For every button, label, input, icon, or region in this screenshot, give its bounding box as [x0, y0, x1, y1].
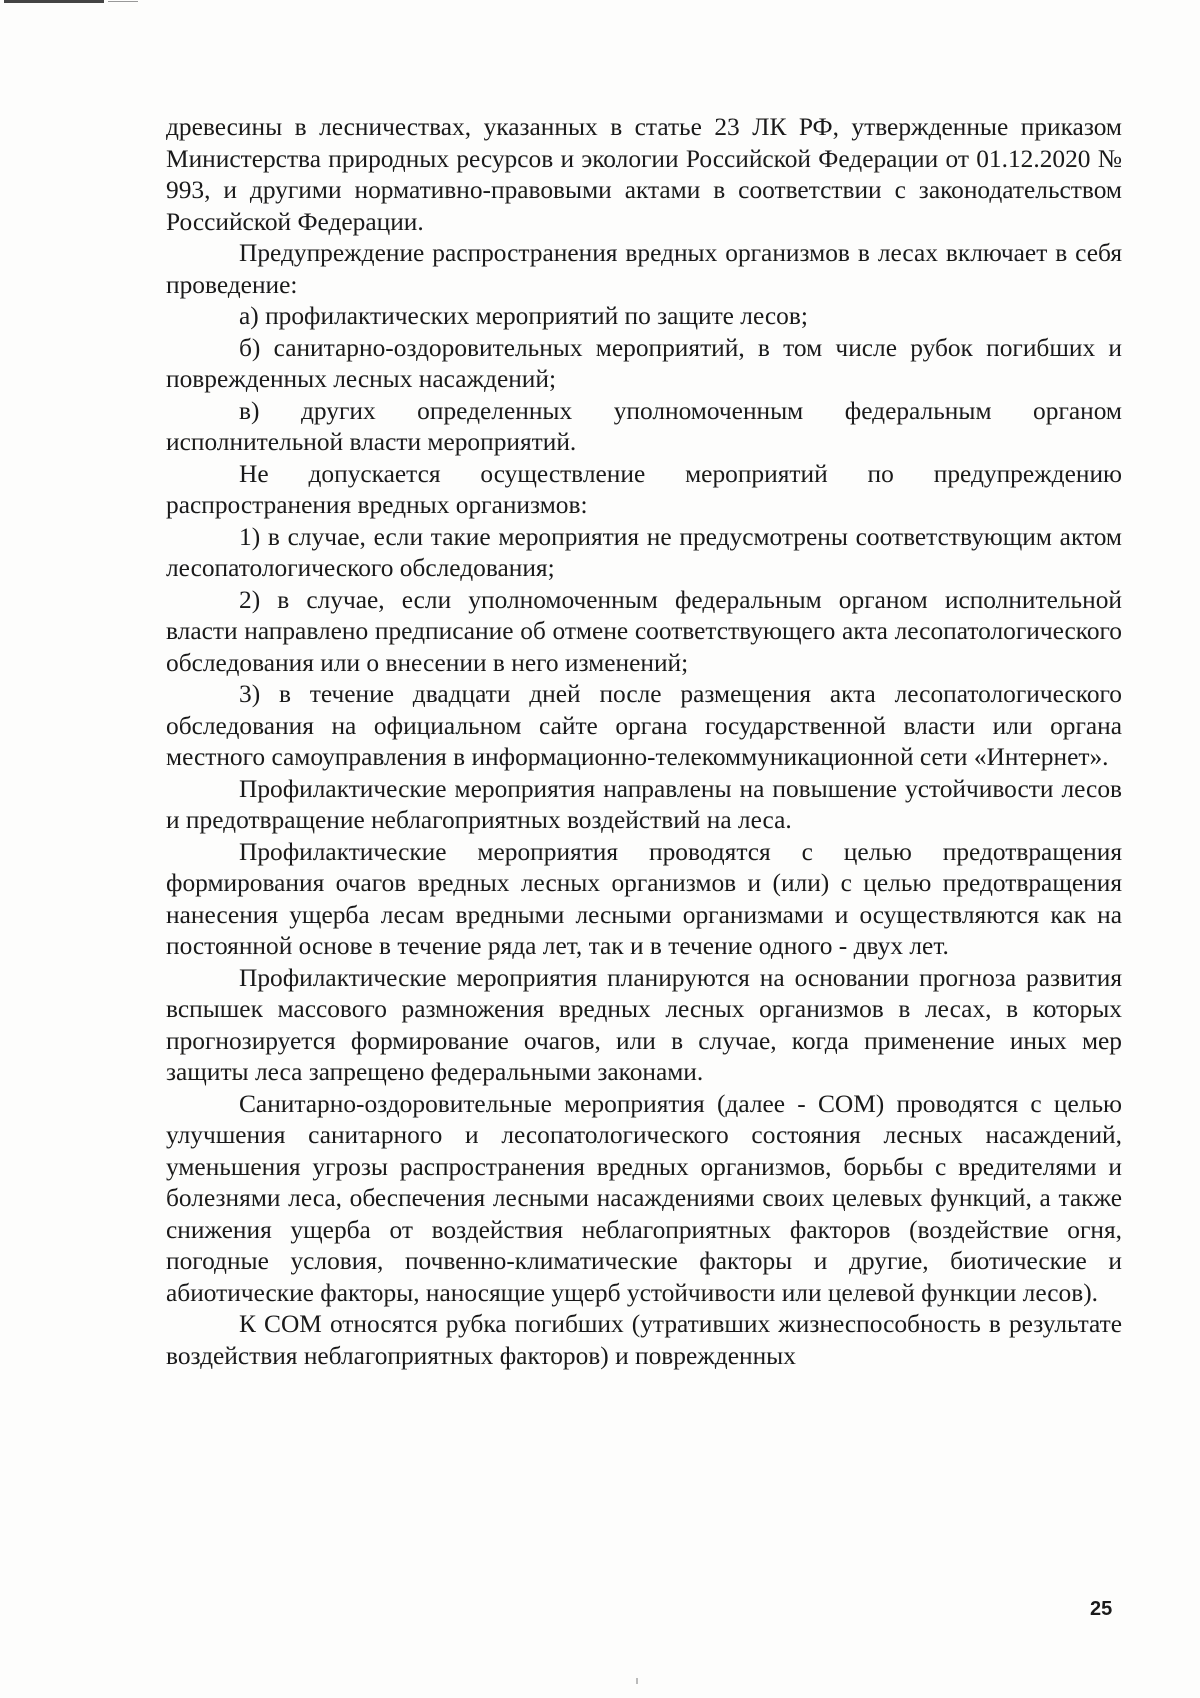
list-item-a: а) профилактических мероприятий по защите лесов; [239, 302, 808, 330]
scan-edge-mark [4, 0, 104, 3]
body-text [166, 112, 1122, 1372]
paragraph-sanitary-measures: Санитарно-оздоровительные мероприятия (далее - СОМ) проводятся с целью улучшения санитарного и лесопатологического состояния лесных насаждений, уменьшения угрозы распространения вредных организмов, борьбы с вредителями и болезнями леса, обеспечения лесными насаждениями своих целевых функций, а также снижения ущерба от воздействия неблагоприятных факторов (воздействие огня, погодные условия, почвенно-климатические факторы и другие, биотические и абиотические факторы, наносящие ущерб устойчивости или целевой функции лесов). [166, 1089, 1122, 1307]
list-item-3: 3) в течение двадцати дней после размещения акта лесопатологического обследования на официальном сайте органа государственной власти или органа местного самоуправления в информационно-телекоммуникационной сети «Интернет». [166, 680, 1122, 771]
page-number: 25 [1090, 1598, 1113, 1620]
paragraph-preventive-purpose: Профилактические мероприятия проводятся с целью предотвращения формирования очагов вредных лесных организмов и (или) с целью предотвращения нанесения ущерба лесам вредными лесными организмами и осуществляются как на постоянной основе в течение ряда лет, так и в течение одного - двух лет. [166, 837, 1122, 960]
paragraph-preventive-aim: Профилактические мероприятия направлены на повышение устойчивости лесов и предотвращение неблагоприятных воздействий на леса. [166, 774, 1122, 834]
scan-artifact [636, 1678, 638, 1684]
scan-edge-mark-thin [108, 1, 138, 2]
paragraph-prevention-intro: Предупреждение распространения вредных организмов в лесах включает в себя проведение: [166, 239, 1122, 299]
paragraph-som-includes: К СОМ относятся рубка погибших (утративших жизнеспособность в результате воздействия неблагоприятных факторов) и поврежденных [166, 1310, 1122, 1370]
list-item-v: в) других определенных уполномоченным федеральным органом исполнительной власти мероприятий. [166, 396, 1122, 456]
list-item-1: 1) в случае, если такие мероприятия не предусмотрены соответствующим актом лесопатологического обследования; [166, 522, 1122, 582]
paragraph-preventive-planning: Профилактические мероприятия планируются на основании прогноза развития вспышек массового размножения вредных лесных организмов в лесах, в которых прогнозируется формирование очагов, или в случае, когда применение иных мер защиты леса запрещено федеральными законами. [166, 963, 1122, 1086]
list-item-b: б) санитарно-оздоровительных мероприятий, в том числе рубок погибших и поврежденных лесных насаждений; [166, 333, 1122, 393]
paragraph-continuation: древесины в лесничествах, указанных в статье 23 ЛК РФ, утвержденные приказом Министерства природных ресурсов и экологии Российской Федерации от 01.12.2020 № 993, и другими нормативно-правовыми актами в соответствии с законодательством Российской Федерации. [166, 113, 1122, 236]
list-item-2: 2) в случае, если уполномоченным федеральным органом исполнительной власти направлено предписание об отмене соответствующего акта лесопатологического обследования или о внесении в него изменений; [166, 585, 1122, 677]
paragraph-not-allowed: Не допускается осуществление мероприятий по предупреждению распространения вредных организмов: [166, 459, 1122, 519]
